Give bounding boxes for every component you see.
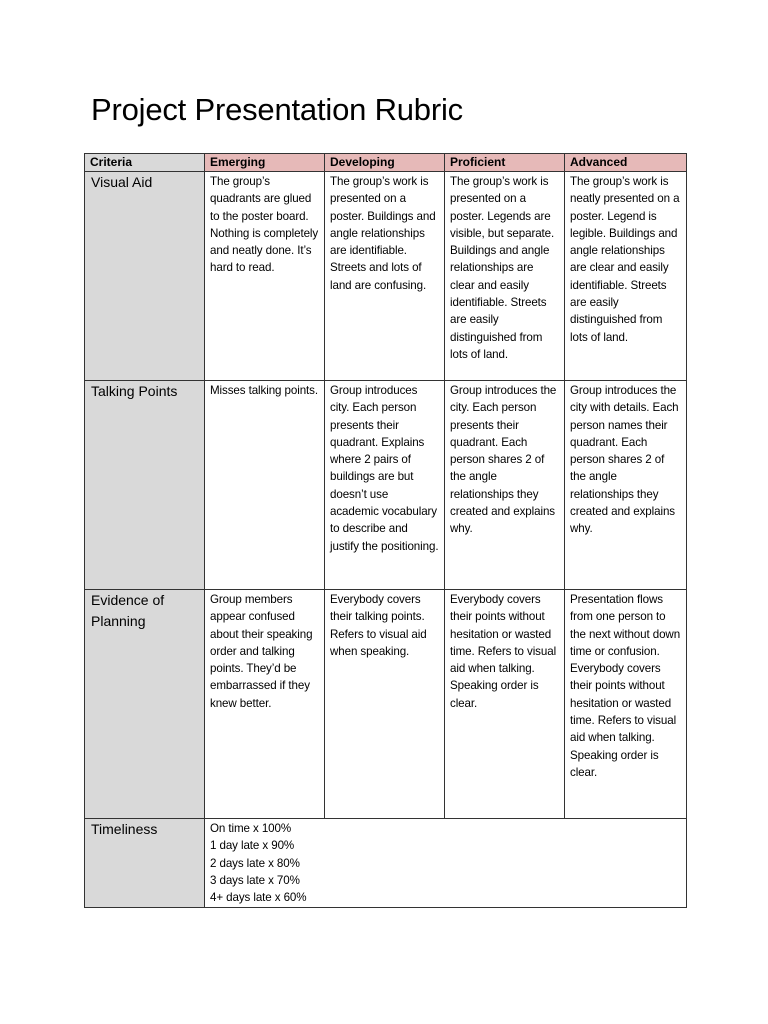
header-developing: Developing (325, 154, 445, 172)
level-text: Group members appear confused about their speaking order and talking points. They’d be embarrassed if they knew better. (210, 593, 313, 710)
row-talking-points (85, 381, 687, 590)
level-cell-proficient (445, 590, 565, 819)
criterion-cell (85, 819, 205, 908)
level-text: The group’s work is neatly presented on a poster. Legend is legible. Buildings and angle relationships are clear and easily identifiable. Streets are easily distinguished from lots of land. (570, 175, 680, 344)
criterion-cell (85, 381, 205, 590)
criterion-label: Evidence of Planning (91, 592, 165, 629)
header-emerging: Emerging (205, 154, 325, 172)
row-timeliness (85, 819, 687, 908)
timeliness-line: On time x 100% (210, 822, 292, 835)
level-text: Group introduces city. Each person presents their quadrant. Explains where 2 pairs of buildings are but doesn’t use academic vocabulary to describe and justify the positioning. (330, 384, 439, 553)
criterion-label: Visual Aid (91, 174, 153, 190)
header-row (85, 154, 687, 172)
level-text: Everybody covers their points without hesitation or wasted time. Refers to visual aid when talking. Speaking order is clear. (450, 593, 557, 710)
level-text: The group’s work is presented on a poster. Buildings and angle relationships are identifiable. Streets and lots of land are confusing. (330, 175, 436, 292)
timeliness-line: 4+ days late x 60% (210, 891, 307, 905)
page-title: Project Presentation Rubric (91, 92, 463, 127)
level-text: Group introduces the city with details. Each person names their quadrant. Each person shares 2 of the angle relationships they created and explains why. (570, 384, 679, 536)
criterion-label: Timeliness (91, 821, 158, 837)
level-text: Group introduces the city. Each person presents their quadrant. Each person shares 2 of the angle relationships they created and explains why. (450, 384, 557, 536)
timeliness-line: 2 days late x 80% (210, 856, 300, 870)
rubric-table (84, 153, 687, 908)
level-cell-advanced (565, 381, 687, 590)
level-text: Misses talking points. (210, 384, 318, 397)
level-cell-emerging (205, 381, 325, 590)
level-cell-emerging (205, 172, 325, 381)
timeliness-line: 1 day late x 90% (210, 839, 295, 853)
row-evidence-of-planning (85, 590, 687, 819)
level-cell-proficient (445, 381, 565, 590)
criterion-cell (85, 590, 205, 819)
level-text: The group’s quadrants are glued to the poster board. Nothing is completely and neatly done. It’s hard to read. (210, 175, 319, 275)
level-cell-proficient (445, 172, 565, 381)
level-cell-developing (325, 172, 445, 381)
level-cell-advanced (565, 172, 687, 381)
level-text: Presentation flows from one person to the next without down time or confusion. Everybody covers their points without hesitation or wasted time. Refers to visual aid when talking. Speaking order is clear. (570, 593, 681, 779)
criterion-cell (85, 172, 205, 381)
timeliness-line: 3 days late x 70% (210, 873, 300, 887)
level-cell-emerging (205, 590, 325, 819)
header-proficient: Proficient (445, 154, 565, 172)
level-cell-developing (325, 381, 445, 590)
level-cell-advanced (565, 590, 687, 819)
level-text: Everybody covers their talking points. Refers to visual aid when speaking. (330, 593, 427, 658)
level-cell-developing (325, 590, 445, 819)
row-visual-aid (85, 172, 687, 381)
level-text: The group’s work is presented on a poster. Legends are visible, but separate. Buildings and angle relationships are clear and easily identifiable. Streets are easily distinguished from lots of land. (450, 175, 555, 361)
header-advanced: Advanced (565, 154, 687, 172)
timeliness-cell (205, 819, 687, 908)
criterion-label: Talking Points (91, 383, 178, 399)
header-criteria: Criteria (85, 154, 205, 172)
